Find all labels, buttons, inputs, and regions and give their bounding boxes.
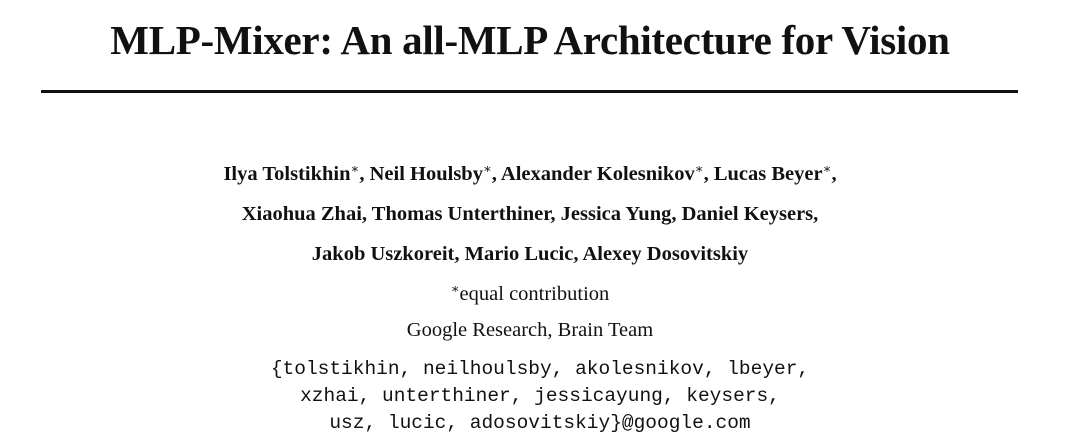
note-text: equal contribution (459, 283, 610, 305)
email-line: usz, lucic, adosovitskiy}@google.com (329, 412, 751, 434)
author-name: Alexander Kolesnikov (500, 163, 695, 185)
equal-contribution-note (0, 280, 1060, 308)
author-line (0, 198, 1060, 238)
author-separator: , (491, 163, 501, 185)
equal-contribution-mark: ∗ (822, 161, 832, 176)
author-separator: , (831, 163, 837, 185)
author-name: Xiaohua Zhai (241, 203, 362, 225)
author-separator: , (361, 203, 372, 225)
author-separator: , (813, 203, 819, 225)
paper-title: MLP-Mixer: An all-MLP Architecture for Vision (110, 17, 950, 63)
title-rule (41, 90, 1018, 93)
author-name: Mario Lucic (464, 243, 574, 265)
equal-contribution-mark: ∗ (450, 281, 460, 296)
author-line (0, 238, 1060, 278)
email-line: {tolstikhin, neilhoulsby, akolesnikov, lbeyer, (270, 358, 810, 380)
author-name: Daniel Keysers (681, 203, 814, 225)
author-name: Lucas Beyer (713, 163, 823, 185)
email-line: xzhai, unterthiner, jessicayung, keysers, (300, 385, 780, 407)
author-block (0, 158, 1060, 278)
equal-contribution-mark: ∗ (482, 161, 492, 176)
author-separator: , (454, 243, 465, 265)
author-separator: , (703, 163, 714, 185)
author-separator: , (550, 203, 561, 225)
author-name: Thomas Unterthiner (371, 203, 551, 225)
author-separator: , (573, 243, 583, 265)
equal-contribution-mark: ∗ (350, 161, 360, 176)
author-name: Jakob Uszkoreit (311, 243, 455, 265)
author-name: Ilya Tolstikhin (223, 163, 351, 185)
author-name: Alexey Dosovitskiy (582, 243, 749, 265)
equal-contribution-mark: ∗ (694, 161, 704, 176)
author-separator: , (359, 163, 370, 185)
author-separator: , (671, 203, 682, 225)
author-line (0, 158, 1060, 198)
affiliation: Google Research, Brain Team (406, 319, 654, 341)
author-name: Neil Houlsby (369, 163, 483, 185)
email-block (0, 356, 1080, 437)
author-name: Jessica Yung (560, 203, 672, 225)
